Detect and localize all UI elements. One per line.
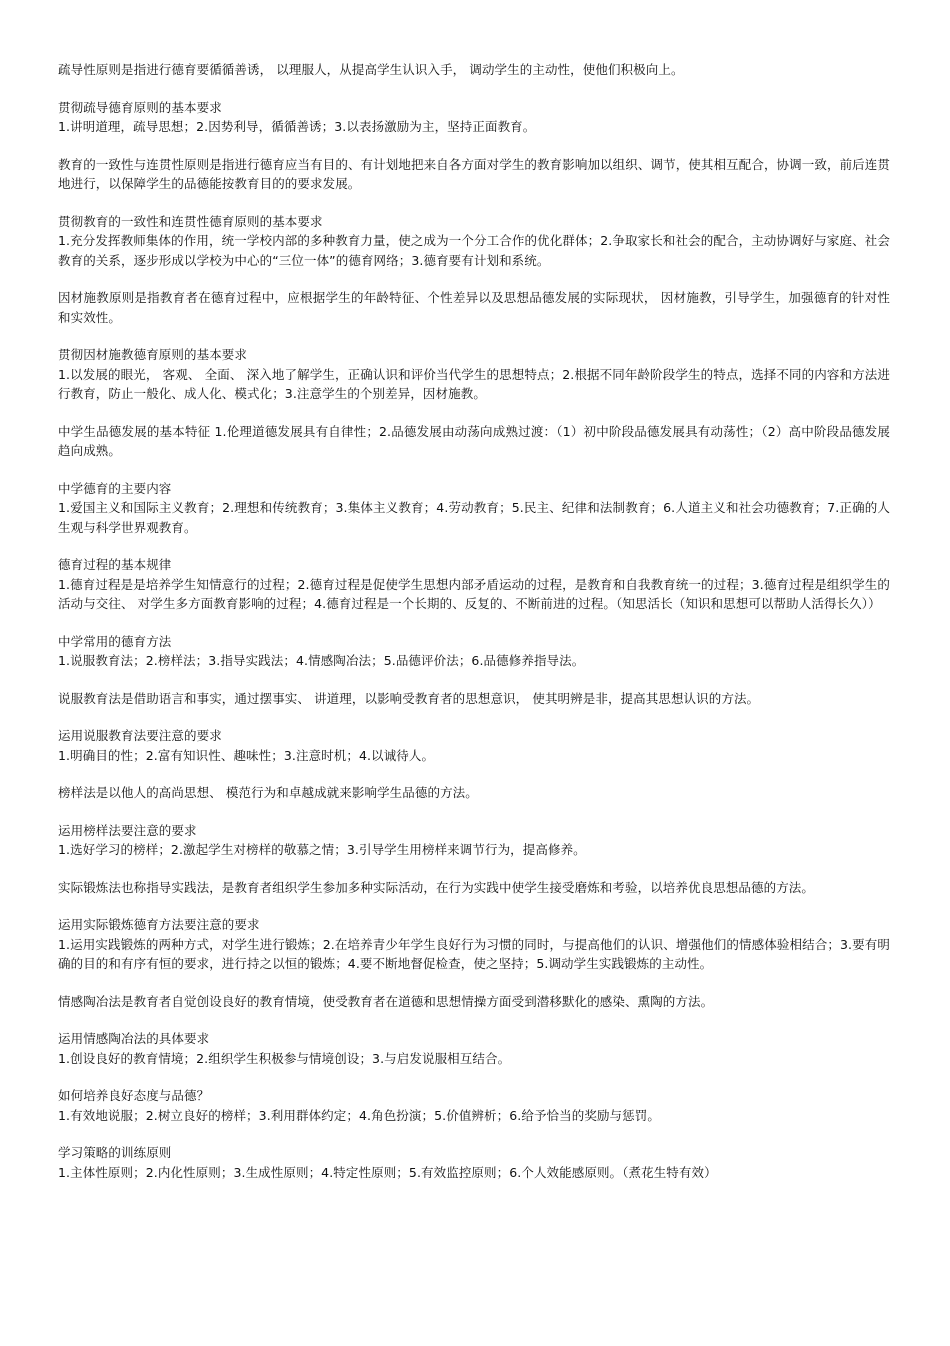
document-page <box>58 60 890 1200</box>
paragraph-individualized-principle <box>58 288 890 327</box>
section-practice-requirements <box>58 915 890 974</box>
section-heading: 贯彻教育的一致性和连贯性德育原则的基本要求 <box>58 213 323 229</box>
paragraph-persuasion-method <box>58 689 890 709</box>
text-line: 1.以发展的眼光， 客观、 全面、 深入地了解学生，正确认识和评价当代学生的思想特点；2.根据不同年龄阶段学生的特点，选择不同的内容和方法进行教育，防止一般化、成人化、模式化；3.注意学生的个别差异，因材施教。 <box>58 366 890 401</box>
text-line: 1.有效地说服；2.树立良好的榜样；3.利用群体约定；4.角色扮演；5.价值辨析；6.给予恰当的奖励与惩罚。 <box>58 1107 660 1123</box>
text-line: 1.充分发挥教师集体的作用，统一学校内部的多种教育力量，使之成为一个分工合作的优化群体；2.争取家长和社会的配合，主动协调好与家庭、社会教育的关系，逐步形成以学校为中心的“三位一体”的德育网络；3.德育要有计划和系统。 <box>58 233 890 268</box>
text-line: 1.德育过程是是培养学生知情意行的过程；2.德育过程是促使学生思想内部矛盾运动的过程，是教育和自我教育统一的过程；3.德育过程是组织学生的活动与交往、 对学生多方面教育影响的过程；4.德育过程是一个长期的、反复的、不断前进的过程。（知思活长（知识和思想可以帮助人活得长久）） <box>58 576 890 611</box>
section-role-model-requirements <box>58 821 890 860</box>
text-line: 教育的一致性与连贯性原则是指进行德育应当有目的、有计划地把来自各方面对学生的教育影响加以组织、调节，使其相互配合，协调一致，前后连贯地进行，以保障学生的品德能按教育目的的要求发展。 <box>58 156 890 191</box>
text-line: 1.讲明道理，疏导思想；2.因势利导，循循善诱；3.以表扬激励为主，坚持正面教育。 <box>58 119 536 134</box>
section-consistency-requirements <box>58 212 890 271</box>
section-heading: 中学德育的主要内容 <box>58 480 172 496</box>
text-line: 1.说服教育法；2.榜样法；3.指导实践法；4.情感陶冶法；5.品德评价法；6.品德修养指导法。 <box>58 653 585 668</box>
text-line: 中学生品德发展的基本特征 1.伦理道德发展具有自律性；2.品德发展由动荡向成熟过渡：（1）初中阶段品德发展具有动荡性；（2）高中阶段品德发展趋向成熟。 <box>58 423 890 458</box>
text-line: 1.主体性原则；2.内化性原则；3.生成性原则；4.特定性原则；5.有效监控原则；6.个人效能感原则。（煮花生特有效） <box>58 1164 717 1180</box>
paragraph-shudao-principle <box>58 60 890 80</box>
text-line: 说服教育法是借助语言和事实，通过摆事实、 讲道理，以影响受教育者的思想意识， 使其明辨是非，提高其思想认识的方法。 <box>58 690 760 706</box>
section-heading: 中学常用的德育方法 <box>58 633 172 649</box>
section-heading: 运用说服教育法要注意的要求 <box>58 728 222 743</box>
section-persuasion-requirements <box>58 726 890 765</box>
section-shudao-requirements <box>58 98 890 137</box>
section-emotional-requirements <box>58 1029 890 1068</box>
section-heading: 贯彻因材施教德育原则的基本要求 <box>58 347 248 362</box>
paragraph-emotional-method <box>58 992 890 1012</box>
paragraph-moral-development-features <box>58 422 890 461</box>
paragraph-practice-method <box>58 878 890 898</box>
section-heading: 运用实际锻炼德育方法要注意的要求 <box>58 917 260 932</box>
section-heading: 贯彻疏导德育原则的基本要求 <box>58 99 222 115</box>
text-line: 情感陶冶法是教育者自觉创设良好的教育情境，使受教育者在道德和思想情操方面受到潜移默化的感染、熏陶的方法。 <box>58 993 714 1009</box>
section-moral-education-methods <box>58 632 890 671</box>
text-line: 1.选好学习的榜样；2.激起学生对榜样的敬慕之情；3.引导学生用榜样来调节行为，提高修养。 <box>58 842 586 857</box>
section-heading: 运用榜样法要注意的要求 <box>58 822 197 838</box>
section-individualized-requirements <box>58 345 890 404</box>
text-line: 1.明确目的性；2.富有知识性、趣味性；3.注意时机；4.以诚待人。 <box>58 747 435 763</box>
section-learning-strategy-principles <box>58 1143 890 1182</box>
section-heading: 如何培养良好态度与品德？ <box>58 1088 210 1103</box>
text-line: 疏导性原则是指进行德育要循循善诱， 以理服人，从提高学生认识入手， 调动学生的主动性，使他们积极向上。 <box>58 62 684 77</box>
section-moral-education-laws <box>58 555 890 614</box>
section-heading: 德育过程的基本规律 <box>58 557 172 572</box>
section-attitude-cultivation <box>58 1086 890 1125</box>
text-line: 榜样法是以他人的高尚思想、 模范行为和卓越成就来影响学生品德的方法。 <box>58 785 478 800</box>
section-heading: 运用情感陶冶法的具体要求 <box>58 1031 210 1046</box>
text-line: 1.运用实践锻炼的两种方式，对学生进行锻炼；2.在培养青少年学生良好行为习惯的同时，与提高他们的认识、增强他们的情感体验相结合；3.要有明确的目的和有序有恒的要求，进行持之以恒的锻炼；4.要不断地督促检查，使之坚持；5.调动学生实践锻炼的主动性。 <box>58 936 890 971</box>
paragraph-role-model-method <box>58 783 890 803</box>
text-line: 1.创设良好的教育情境；2.组织学生积极参与情境创设；3.与启发说服相互结合。 <box>58 1050 511 1066</box>
text-line: 1.爱国主义和国际主义教育；2.理想和传统教育；3.集体主义教育；4.劳动教育；5.民主、纪律和法制教育；6.人道主义和社会功德教育；7.正确的人生观与科学世界观教育。 <box>58 500 890 535</box>
section-moral-education-content <box>58 479 890 538</box>
paragraph-consistency-principle <box>58 155 890 194</box>
text-line: 实际锻炼法也称指导实践法，是教育者组织学生参加多种实际活动，在行为实践中使学生接受磨炼和考验，以培养优良思想品德的方法。 <box>58 879 815 895</box>
text-line: 因材施教原则是指教育者在德育过程中，应根据学生的年龄特征、个性差异以及思想品德发展的实际现状， 因材施教，引导学生，加强德育的针对性和实效性。 <box>58 290 890 325</box>
section-heading: 学习策略的训练原则 <box>58 1145 172 1160</box>
